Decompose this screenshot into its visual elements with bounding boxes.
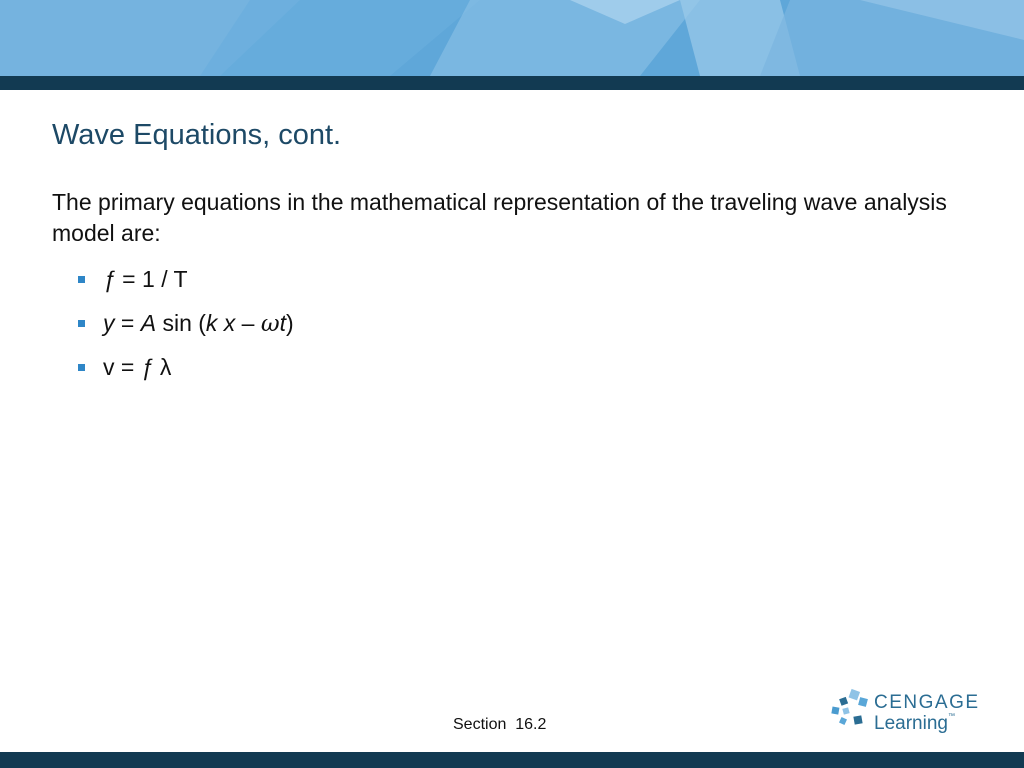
footer-section-label: Section 16.2 [453, 716, 547, 733]
frequency-symbol: ƒ [103, 266, 116, 292]
equation-minus: – [235, 310, 261, 336]
equation-equals: = [114, 310, 141, 336]
logo-wordmark-learning [874, 713, 955, 735]
list-item [78, 352, 294, 396]
equation-close-paren: ) [286, 310, 294, 336]
equation-var-t: t [279, 310, 287, 336]
header-banner [0, 0, 1024, 76]
intro-paragraph: The primary equations in the mathematical representation of the traveling wave analysis model are: [52, 189, 947, 246]
equation-text: = 1 / T [115, 266, 188, 292]
equation-text: λ [153, 354, 172, 380]
equation-var-kx: k x [205, 310, 236, 336]
equation-var-omega: ω [260, 311, 280, 337]
list-item [78, 264, 294, 308]
header-banner-graphic [0, 0, 1024, 76]
slide-title: Wave Equations, cont. [52, 119, 342, 151]
trademark-symbol: ™ [947, 713, 955, 720]
equation-list [78, 264, 294, 396]
header-divider-bar [0, 76, 1024, 90]
cengage-learning-logo [830, 688, 980, 740]
frequency-symbol: ƒ [140, 354, 154, 380]
logo-wordmark-cengage: CENGAGE [874, 692, 980, 713]
list-item [78, 308, 294, 352]
equation-var-y: y [103, 310, 115, 336]
square-bullet-icon [78, 320, 85, 327]
logo-learning-text: Learning [874, 713, 948, 734]
equation-text: v = [103, 354, 141, 380]
footer-bar [0, 752, 1024, 768]
equation-var-a: A [140, 310, 157, 336]
square-bullet-icon [78, 276, 85, 283]
square-bullet-icon [78, 364, 85, 371]
cengage-mark-icon [830, 688, 870, 734]
equation-sin: sin ( [156, 310, 206, 336]
